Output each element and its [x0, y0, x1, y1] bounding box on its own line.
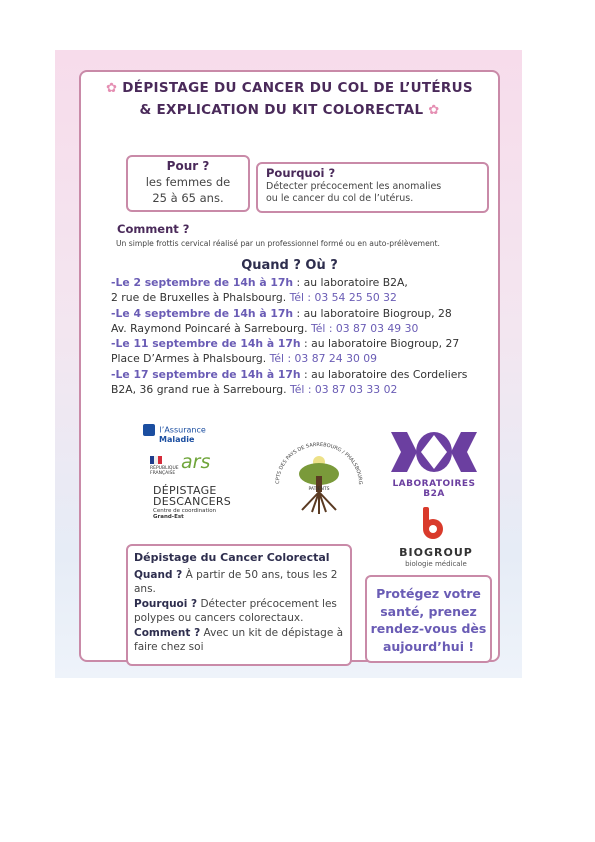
- assurance-maladie-icon: [143, 424, 155, 436]
- schedule-place: : au laboratoire B2A,: [293, 276, 408, 289]
- title-line-1: [81, 80, 498, 96]
- cta-line-1: Protégez votre: [376, 586, 481, 601]
- schedule-date: -Le 11 septembre de 14h à 17h: [111, 337, 301, 351]
- cpts-label: PATIENTS: [308, 487, 330, 492]
- schedule-phone: Tél : 03 87 03 49 30: [310, 321, 419, 335]
- colorectal-comment: [134, 626, 344, 655]
- cta-line-2: santé, prenez: [380, 603, 477, 619]
- cta-box: [365, 575, 492, 663]
- title-text-2: & EXPLICATION DU KIT COLORECTAL: [139, 102, 424, 118]
- comment-heading: Comment ?: [117, 222, 190, 236]
- flower-icon: ✿: [428, 103, 440, 118]
- pourquoi-line-1: Détecter précocement les anomalies: [266, 181, 442, 192]
- schedule-list: [111, 275, 521, 397]
- title-line-2: [81, 102, 498, 118]
- pour-heading: Pour ?: [166, 159, 210, 173]
- pourquoi-heading: Pourquoi ?: [266, 166, 336, 180]
- pourquoi-line-2: ou le cancer du col de l’utérus.: [266, 193, 414, 204]
- poster-frame: [79, 70, 500, 662]
- assurance-maladie-line-1: l’Assurance: [159, 425, 206, 435]
- b2a-label: LABORATOIRES B2A: [392, 479, 476, 499]
- republique-text: RÉPUBLIQUE FRANÇAISE: [150, 466, 179, 476]
- schedule-phone: Tél : 03 87 24 30 09: [269, 352, 377, 366]
- title-text-1: DÉPISTAGE DU CANCER DU COL DE L’UTÉRUS: [122, 80, 473, 96]
- schedule-line: [111, 306, 521, 321]
- cpts-tree-logo: [264, 440, 374, 522]
- cpts-ring-text: CPTS DES PAYS DE SARREBOURG / PHALSBOURG: [274, 441, 364, 485]
- cta-line-3: rendez-vous dès: [370, 621, 487, 636]
- schedule-line: [111, 351, 521, 366]
- colorectal-pourquoi-label: Pourquoi ?: [134, 597, 198, 610]
- colorectal-box: [126, 544, 352, 666]
- depistage-cancers-logo: [153, 485, 243, 520]
- comment-text: Un simple frottis cervical réalisé par un professionnel formé ou en auto-prélèvement.: [116, 239, 440, 248]
- schedule-place: : au laboratoire des Cordeliers: [300, 367, 468, 381]
- schedule-phone: Tél : 03 54 25 50 32: [289, 291, 397, 305]
- ars-text: ars: [181, 451, 211, 473]
- schedule-address: Place D’Armes à Phalsbourg.: [111, 352, 270, 366]
- colorectal-pourquoi: [134, 597, 344, 626]
- poster: [55, 50, 522, 678]
- flower-icon: ✿: [106, 81, 118, 96]
- schedule-line: [111, 321, 521, 336]
- biogroup-sub: biologie médicale: [405, 560, 467, 568]
- french-flag-icon: [150, 456, 162, 464]
- colorectal-heading: Dépistage du Cancer Colorectal: [134, 551, 330, 564]
- pour-line-2: 25 à 65 ans.: [152, 191, 224, 205]
- colorectal-pourquoi-text: Détecter précocement les polypes ou cancers colorectaux.: [134, 597, 337, 624]
- schedule-line: [111, 367, 521, 382]
- biogroup-icon: [418, 505, 446, 541]
- colorectal-comment-text: Avec un kit de dépistage à faire chez soi: [134, 626, 344, 653]
- cta-line-4: aujourd’hui !: [382, 638, 475, 654]
- schedule-date: -Le 4 septembre de 14h à 17h: [111, 306, 294, 320]
- schedule-date: -Le 17 septembre de 14h à 17h: [111, 367, 301, 381]
- schedule-line: [111, 275, 521, 290]
- assurance-maladie-line-2: Maladie: [159, 435, 195, 444]
- schedule-address: Av. Raymond Poincaré à Sarrebourg.: [111, 321, 311, 335]
- schedule-place: : au laboratoire Biogroup, 28: [293, 306, 452, 320]
- dc-line-2: DESCANCERS: [153, 495, 232, 508]
- schedule-place: : au laboratoire Biogroup, 27: [300, 337, 460, 351]
- assurance-maladie-logo: [143, 424, 206, 444]
- pourquoi-box: [256, 162, 489, 213]
- republique-francaise-logo: [150, 456, 180, 476]
- pour-box: [126, 155, 250, 212]
- quand-heading: Quand ? Où ?: [241, 258, 338, 273]
- schedule-phone: Tél : 03 87 03 33 02: [289, 383, 398, 397]
- colorectal-comment-label: Comment ?: [134, 626, 201, 639]
- schedule-address: B2A, 36 grand rue à Sarrebourg.: [111, 383, 290, 397]
- colorectal-quand: [134, 568, 344, 597]
- biogroup-label: BIOGROUP: [399, 546, 473, 559]
- schedule-date: -Le 2 septembre de 14h à 17h: [111, 276, 294, 289]
- schedule-line: [111, 336, 521, 351]
- dc-line-4: Grand-Est: [153, 514, 184, 520]
- schedule-line: [111, 382, 521, 397]
- colorectal-quand-text: À partir de 50 ans, tous les 2 ans.: [134, 568, 338, 595]
- b2a-logo: [389, 427, 479, 477]
- schedule-address: 2 rue de Bruxelles à Phalsbourg.: [111, 291, 290, 305]
- colorectal-quand-label: Quand ?: [134, 568, 183, 581]
- dc-line-1: DÉPISTAGE: [153, 484, 217, 497]
- pour-line-1: les femmes de: [145, 175, 231, 189]
- ars-logo: [181, 451, 210, 473]
- schedule-line: [111, 290, 521, 305]
- dc-line-3: Centre de coordination: [153, 508, 217, 514]
